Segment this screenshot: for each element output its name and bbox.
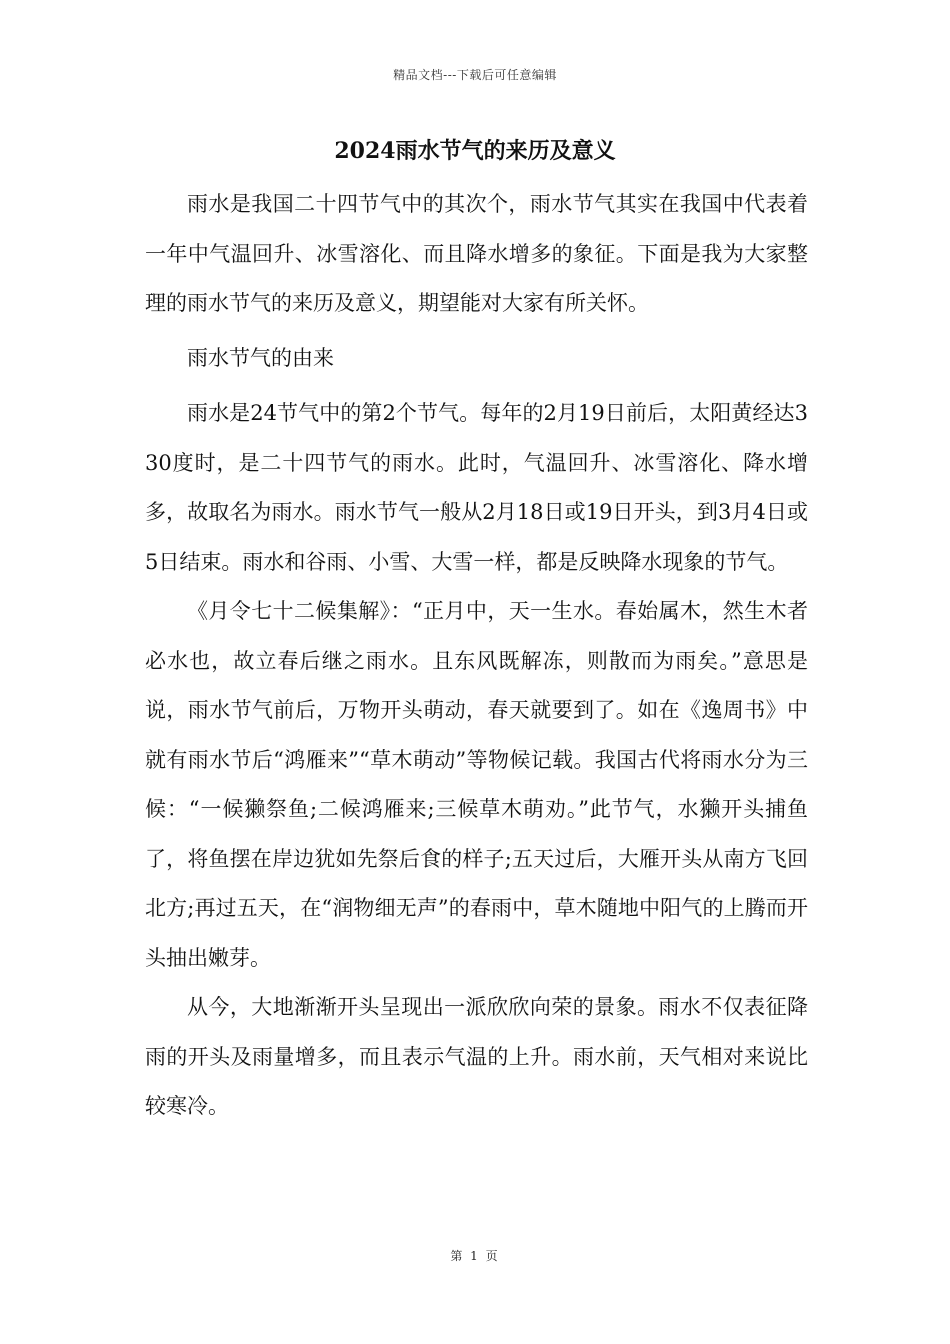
document-body xyxy=(145,180,808,1132)
paragraph-phenology: 《月令七十二候集解》：“正月中，天一生水。春始属木，然生木者必水也，故立春后继之雨水。且东风既解冻，则散而为雨矣。”意思是说，雨水节气前后，万物开头萌动，春天就要到了。如在《逸周书》中就有雨水节后“鸿雁来”“草木萌动”等物候记载。我国古代将雨水分为三候：“一候獭祭鱼;二候鸿雁来;三候草木萌劝。”此节气，水獭开头捕鱼了，将鱼摆在岸边犹如先祭后食的样子;五天过后，大雁开头从南方飞回北方;再过五天，在“润物细无声”的春雨中，草木随地中阳气的上腾而开头抽出嫩芽。 xyxy=(145,599,808,970)
section-heading-origin: 雨水节气的由来 xyxy=(187,345,334,370)
page-number: 第 1 页 xyxy=(450,1249,500,1263)
page-header: 精品文档---下载后可任意编辑 xyxy=(393,68,557,82)
paragraph-origin: 雨水是24节气中的第2个节气。每年的2月19日前后，太阳黄经达330度时，是二十四节气的雨水。此时，气温回升、冰雪溶化、降水增多，故取名为雨水。雨水节气一般从2月18日或19日开头，到3月4日或5日结束。雨水和谷雨、小雪、大雪一样，都是反映降水现象的节气。 xyxy=(145,401,808,574)
paragraph-climate: 从今，大地渐渐开头呈现出一派欣欣向荣的景象。雨水不仅表征降雨的开头及雨量增多，而且表示气温的上升。雨水前，天气相对来说比较寒冷。 xyxy=(145,995,808,1118)
paragraph-intro: 雨水是我国二十四节气中的其次个，雨水节气其实在我国中代表着一年中气温回升、冰雪溶化、而且降水增多的象征。下面是我为大家整理的雨水节气的来历及意义，期望能对大家有所关怀。 xyxy=(145,192,808,315)
document-title: 2024雨水节气的来历及意义 xyxy=(334,138,616,164)
